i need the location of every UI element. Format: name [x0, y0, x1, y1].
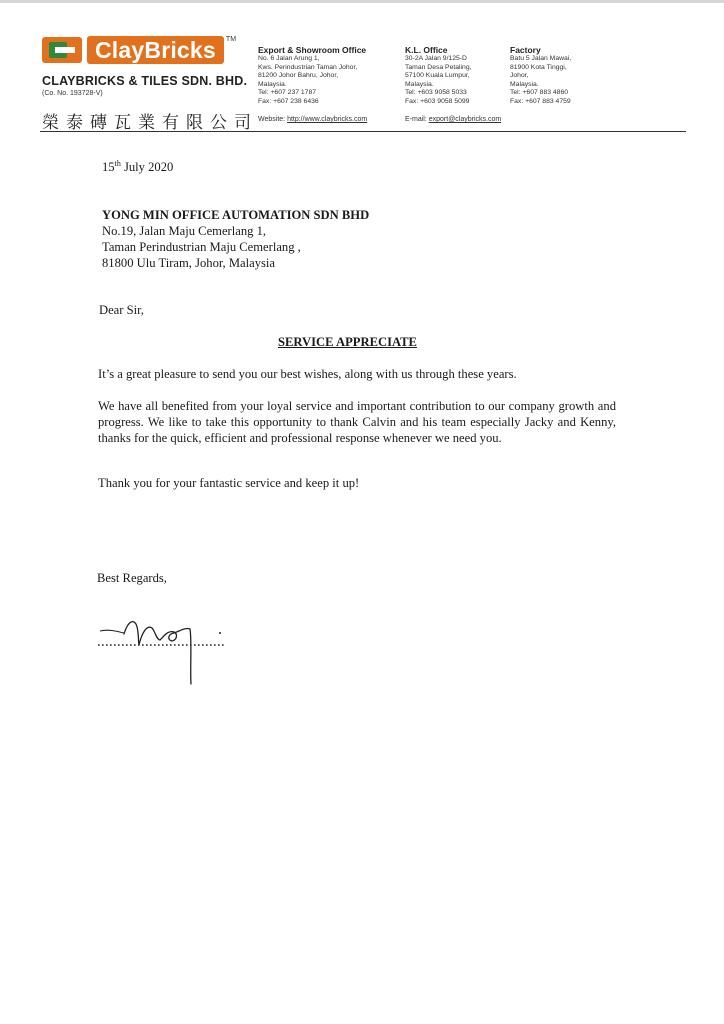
body-paragraph: It’s a great pleasure to send you our best wishes, along with us through these years. [98, 367, 517, 381]
brand-wordmark: ClayBricks [87, 36, 224, 64]
salutation: Dear Sir, [99, 303, 144, 317]
date-day: 15 [102, 160, 115, 175]
kl-office-block [405, 45, 472, 107]
date-suffix: th [114, 159, 121, 168]
kl-office-line: Malaysia. [405, 80, 434, 88]
email-label: E-mail: [405, 116, 427, 123]
letter-subject: SERVICE APPRECIATE [278, 335, 417, 349]
export-office-line: Malaysia. [258, 80, 287, 88]
email-line [405, 116, 501, 123]
export-office-title: Export & Showroom Office [258, 45, 367, 55]
factory-line: Malaysia. [510, 80, 539, 88]
factory-line: Fax: +607 883 4759 [510, 97, 571, 105]
company-name: CLAYBRICKS & TILES SDN. BHD. [42, 74, 248, 88]
export-office-line: Tel: +607 237 1787 [258, 89, 317, 97]
recipient-address [102, 207, 369, 271]
address-line: 81800 Ulu Tiram, Johor, Malaysia [102, 256, 276, 270]
scan-top-edge [0, 0, 724, 3]
factory-line: Batu 5 Jalan Mawai, [510, 55, 572, 62]
kl-office-line: 30-2A Jalan 9/125-D [405, 55, 467, 62]
kl-office-line: Tel: +603 9058 5033 [405, 89, 467, 97]
export-office-block [258, 45, 366, 107]
kl-office-title: K.L. Office [405, 45, 448, 55]
website-link[interactable]: http://www.claybricks.com [287, 116, 368, 123]
export-office-line: Kws. Perindustrian Taman Johor, [258, 63, 358, 71]
recipient-name: YONG MIN OFFICE AUTOMATION SDN BHD [102, 208, 370, 222]
kl-office-line: Fax: +603 9058 5099 [405, 97, 470, 105]
factory-block [510, 45, 571, 107]
address-line: Taman Perindustrian Maju Cemerlang , [102, 240, 301, 254]
factory-line: Tel: +607 883 4860 [510, 89, 569, 97]
kl-office-line: 57100 Kuala Lumpur, [405, 72, 470, 80]
export-office-line: 81200 Johor Bahru, Johor, [258, 72, 339, 80]
factory-title: Factory [510, 45, 541, 55]
factory-line: 81900 Kota Tinggi, [510, 63, 567, 71]
trademark-symbol: TM [225, 35, 237, 43]
kl-office-line: Taman Desa Petaling, [405, 63, 472, 71]
address-line: No.19, Jalan Maju Cemerlang 1, [102, 224, 267, 238]
factory-line: Johor, [510, 72, 529, 80]
date-month-year: July 2020 [120, 160, 174, 175]
website-line [258, 116, 367, 123]
export-office-line: Fax: +607 238 6436 [258, 97, 319, 105]
brick-logo-icon [42, 37, 82, 63]
company-chinese-name: 榮泰磚瓦業有限公司 [42, 113, 258, 133]
letter-date [102, 156, 173, 175]
export-office-line: No. 6 Jalan Arung 1, [258, 55, 320, 62]
claybricks-logo [42, 36, 236, 64]
body-paragraph: Thank you for your fantastic service and keep it up! [98, 476, 360, 490]
company-registration: (Co. No. 193728-V) [42, 90, 103, 97]
email-link[interactable]: export@claybricks.com [428, 116, 502, 123]
handwritten-signature [94, 612, 234, 688]
body-paragraph: We have all benefited from your loyal service and important contribution to our company growth and progress. We like to take this opportunity to thank Calvin and his team especially Jacky and Kenny, thanks for the quick, efficient and professional response whenever we need you. [98, 399, 616, 445]
website-label: Website: [258, 116, 286, 123]
letterhead-divider [40, 131, 686, 132]
closing: Best Regards, [97, 571, 167, 585]
